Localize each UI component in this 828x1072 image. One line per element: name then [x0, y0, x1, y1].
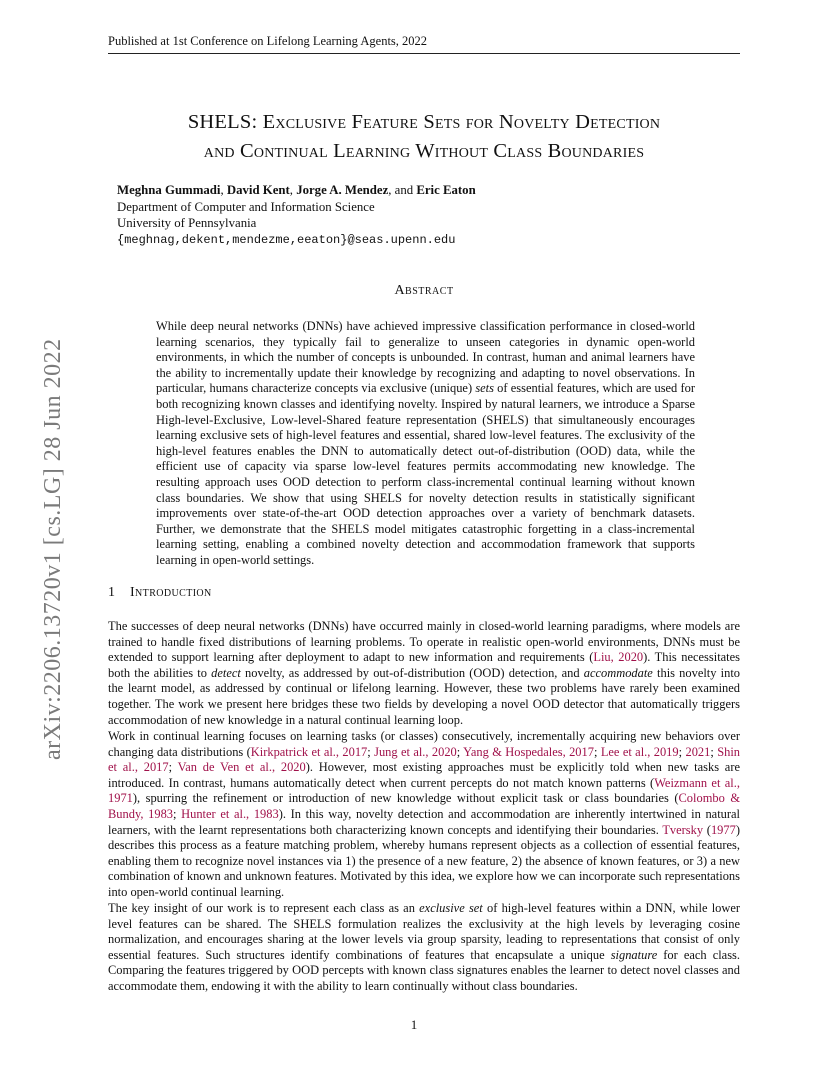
- author-names: Meghna Gummadi, David Kent, Jorge A. Mendez, and Eric Eaton: [117, 183, 476, 197]
- citation-link[interactable]: Hunter et al., 1983: [181, 806, 279, 821]
- intro-paragraph-1: The successes of deep neural networks (DNNs) have occurred mainly in closed-world learning paradigms, where models are trained to handle fixed distributions of learning problems. To operate in realistic open-world environments, DNNs must be extended to support learning after deployment to adapt to new information and requirements (Liu, 2020). This necessitates both the abilities to detect novelty, as addressed by out-of-distribution (OOD) detection, and accommodate this novelty into the learnt model, as addressed by continual or lifelong learning. However, these two problems have rarely been examined together. The work we present here bridges these two fields by developing a novel OOD detector that automatically triggers accommodation of new knowledge in a natural continual learning loop.: [108, 619, 741, 727]
- intro-paragraph-3: The key insight of our work is to represent each class as an exclusive set of high-level features within a DNN, while lower level features can be shared. The SHELS formulation realizes the exclusivity at the high levels by leveraging cosine normalization, and encourages sharing at the lower levels via group sparsity, leading to representations that consist of only essential features. Such structures identify combinations of features that encapsulate a unique signature for each class. Comparing the features triggered by OOD percepts with known class signatures enables the learner to detect novel classes and accommodate them, endowing it with the ability to learn continually without class boundaries.: [108, 901, 741, 993]
- citation-link[interactable]: Jung et al., 2020: [374, 744, 457, 759]
- citation-link[interactable]: Shin et al., 2017: [108, 744, 740, 775]
- citation-link[interactable]: 1977: [710, 822, 736, 837]
- citation-link[interactable]: Weizmann et al., 1971: [108, 775, 740, 806]
- author-3: Jorge A. Mendez: [296, 183, 389, 197]
- author-block: [117, 182, 717, 248]
- title-line-2: and Continual Learning Without Class Boundaries: [203, 140, 645, 162]
- citation-link[interactable]: 2021: [685, 744, 711, 759]
- author-emails[interactable]: {meghnag,dekent,mendezme,eeaton}@seas.upenn.edu: [117, 232, 456, 247]
- section-title: Introduction: [130, 585, 212, 600]
- citation-link[interactable]: Kirkpatrick et al., 2017: [250, 744, 368, 759]
- page-number: 1: [410, 1017, 418, 1032]
- abstract-text: While deep neural networks (DNNs) have achieved impressive classification performance in closed-world learning scenarios, they typically fail to generalize to unseen categories in dynamic open-world environments, in which the number of concepts is unbounded. In contrast, human and animal learners have the ability to incrementally update their knowledge by recognizing and adapting to novel observations. In particular, humans characterize concepts via exclusive (unique) sets of essential features, which are used for both recognizing known classes and identifying novelty. Inspired by natural learners, we introduce a Sparse High-level-Exclusive, Low-level-Shared feature representation (SHELS) that simultaneously encourages learning exclusive sets of high-level features and essential, shared low-level features. The exclusivity of the high-level features enables the DNN to automatically detect out-of-distribution (OOD) data, while the efficient use of capacity via sparse low-level features permits accommodating new knowledge. The resulting approach uses OOD detection to perform class-incremental continual learning without known class boundaries. We show that using SHELS for novelty detection results in statistically significant improvements over state-of-the-art OOD detection approaches over a variety of benchmark datasets. Further, we demonstrate that the SHELS model mitigates catastrophic forgetting in a class-incremental learning setting, enabling a combined novelty detection and accommodation framework that supports learning in open-world settings.: [156, 319, 695, 567]
- abstract-emphasis: sets: [475, 381, 494, 396]
- university: University of Pennsylvania: [117, 216, 257, 230]
- paper-title: [108, 108, 740, 166]
- citation-link[interactable]: Yang & Hospedales, 2017: [463, 744, 594, 759]
- arxiv-stamp[interactable]: arXiv:2206.13720v1 [cs.LG] 28 Jun 2022: [40, 338, 66, 760]
- citation-link[interactable]: Colombo & Bundy, 1983: [108, 791, 740, 821]
- author-2: David Kent: [226, 183, 290, 197]
- citation-link[interactable]: Lee et al., 2019: [600, 744, 679, 759]
- author-4: Eric Eaton: [416, 183, 476, 197]
- intro-paragraph-2: Work in continual learning focuses on learning tasks (or classes) consecutively, incrementally acquiring new behaviors over changing data distributions (Kirkpatrick et al., 2017; Jung et al., 2020; Yang & Hospedales, 2017; Lee et al., 2019; 2021; Shin et al., 2017; Van de Ven et al., 2020). However, most existing approaches must be explicitly told when new tasks are introduced. In contrast, humans automatically detect when current percepts do not match known patterns (Weizmann et al., 1971), spurring the refinement or introduction of new knowledge without explicit task or class boundaries (Colombo & Bundy, 1983; Hunter et al., 1983). In this way, novelty detection and accommodation are inherently intertwined in natural learners, with the learnt representations both characterizing known concepts and identifying their boundaries. Tversky (1977) describes this process as a feature matching problem, whereby humans represent objects as a collection of essential features, enabling them to recognize novel instances via 1) the presence of a new feature, 2) the absence of known features, or 3) a new combination of known and unknown features. Motivated by this idea, we explore how we can incorporate such representations into open-world continual learning.: [108, 729, 740, 899]
- citation-link[interactable]: Liu, 2020: [593, 650, 644, 665]
- section-number: 1: [108, 585, 116, 600]
- department: Department of Computer and Information Science: [117, 199, 375, 214]
- citation-link[interactable]: Tversky: [662, 822, 704, 837]
- citation-link[interactable]: Van de Ven et al., 2020: [177, 760, 306, 775]
- abstract-heading: Abstract: [394, 283, 454, 298]
- title-line-1: SHELS: Exclusive Feature Sets for Novelty Detection: [187, 111, 661, 133]
- author-1: Meghna Gummadi: [117, 183, 221, 197]
- section-heading-introduction: [108, 585, 212, 601]
- conference-header: Published at 1st Conference on Lifelong Learning Agents, 2022: [108, 34, 740, 54]
